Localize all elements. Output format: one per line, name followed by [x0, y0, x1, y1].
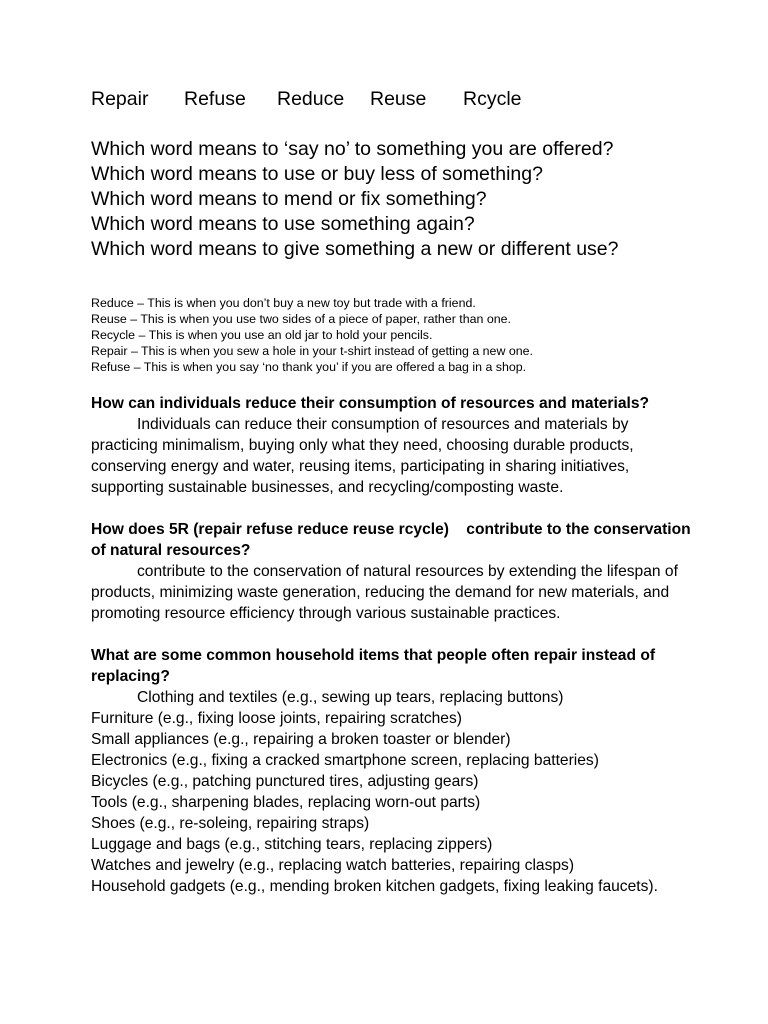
definition-item: Repair – This is when you sew a hole in your t-shirt instead of getting a new one. [91, 344, 533, 358]
list-item: Shoes (e.g., re-soleing, repairing straps) [91, 815, 370, 832]
section-heading: What are some common household items that people often repair instead of replacing? [91, 647, 656, 685]
section-reduce-consumption [91, 393, 691, 498]
definition-item: Recycle – This is when you use an old jar to hold your pencils. [91, 328, 433, 342]
word-reuse: Reuse [370, 88, 427, 110]
section-heading: How can individuals reduce their consumption of resources and materials? [91, 395, 650, 412]
question-item: Which word means to ‘say no’ to something you are offered? [91, 138, 614, 160]
list-item: Bicycles (e.g., patching punctured tires, adjusting gears) [91, 773, 479, 790]
list-item: Watches and jewelry (e.g., replacing watch batteries, repairing clasps) [91, 857, 575, 874]
question-list [91, 137, 691, 262]
word-refuse: Refuse [184, 88, 246, 110]
question-item: Which word means to mend or fix something? [91, 188, 487, 210]
section-body: Individuals can reduce their consumption of resources and materials by practicing minimalism, buying only what they need, choosing durable products, conserving energy and water, reusing items, participating in sharing initiatives, supporting sustainable businesses, and recycling/composting waste. [91, 416, 634, 496]
section-body: contribute to the conservation of natural resources by extending the lifespan of products, minimizing waste generation, reducing the demand for new materials, and promoting resource efficiency through various sustainable practices. [91, 563, 678, 622]
section-5r-conservation [91, 519, 696, 624]
document-page [91, 86, 696, 897]
list-item: Electronics (e.g., fixing a cracked smartphone screen, replacing batteries) [91, 752, 599, 769]
word-reduce: Reduce [277, 88, 345, 110]
repair-item-list [91, 687, 691, 897]
definition-list [91, 295, 691, 375]
definition-item: Refuse – This is when you say ‘no thank you’ if you are offered a bag in a shop. [91, 360, 527, 374]
list-item: Household gadgets (e.g., mending broken kitchen gadgets, fixing leaking faucets). [91, 878, 658, 895]
list-item: Clothing and textiles (e.g., sewing up tears, replacing buttons) [137, 689, 564, 706]
list-item: Furniture (e.g., fixing loose joints, repairing scratches) [91, 710, 462, 727]
section-heading: How does 5R (repair refuse reduce reuse rcycle) contribute to the conservation of natural resources? [91, 521, 696, 559]
question-item: Which word means to use or buy less of something? [91, 163, 543, 185]
definition-item: Reuse – This is when you use two sides of a piece of paper, rather than one. [91, 312, 511, 326]
definition-item: Reduce – This is when you don’t buy a new toy but trade with a friend. [91, 296, 476, 310]
list-item: Luggage and bags (e.g., stitching tears, replacing zippers) [91, 836, 493, 853]
list-item: Tools (e.g., sharpening blades, replacing worn-out parts) [91, 794, 481, 811]
question-item: Which word means to use something again? [91, 213, 475, 235]
question-item: Which word means to give something a new or different use? [91, 238, 619, 260]
word-bank [91, 86, 691, 112]
list-item: Small appliances (e.g., repairing a broken toaster or blender) [91, 731, 511, 748]
word-rcycle: Rcycle [463, 88, 522, 110]
word-repair: Repair [91, 88, 149, 110]
section-household-repairs [91, 645, 691, 897]
